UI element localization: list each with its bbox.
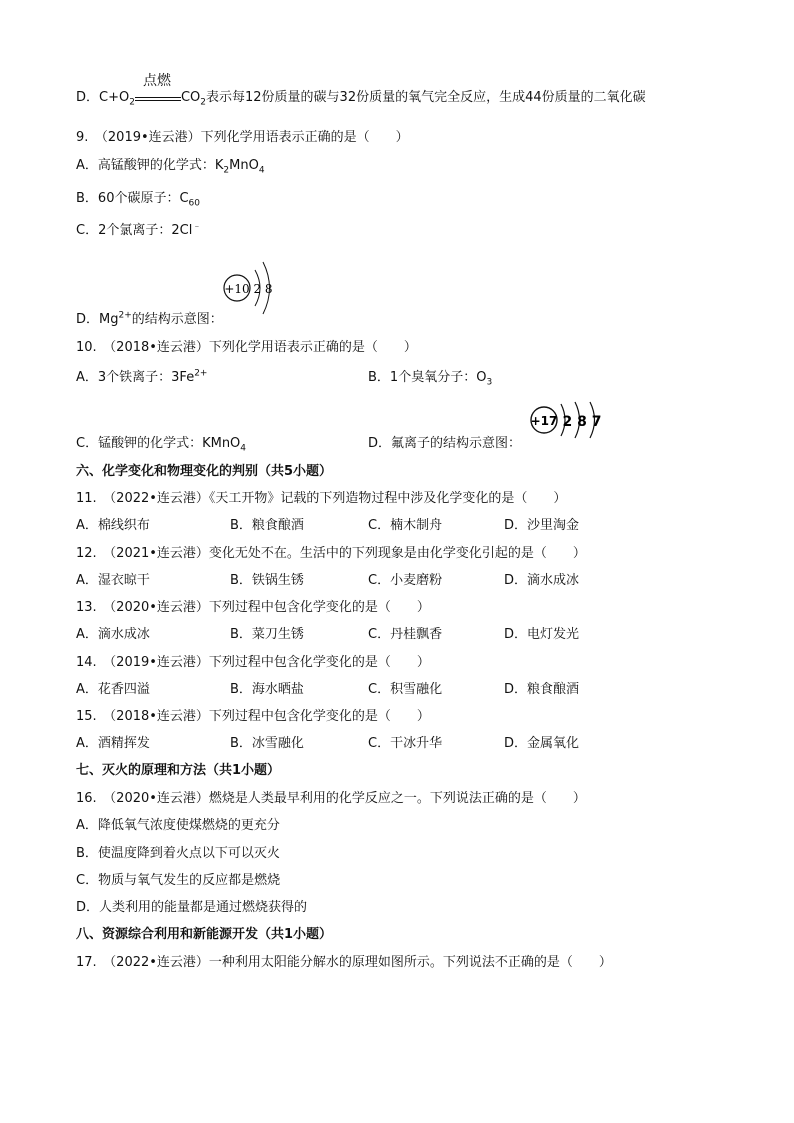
q10-stem: 10. （2018•连云港）下列化学用语表示正确的是（ ）: [76, 340, 417, 355]
q11-stem: 11. （2022•连云港）《天工开物》记载的下列造物过程中涉及化学变化的是（ ）: [76, 491, 567, 506]
q13-option-d: D．电灯发光: [504, 627, 580, 642]
q14-option-c: C．积雪融化: [368, 682, 443, 697]
q13-option-c: C．丹桂飘香: [368, 627, 443, 642]
q15-option-a: A．酒精挥发: [76, 736, 150, 751]
q15-option-d: D．金属氧化: [504, 736, 580, 751]
q9-option-a: A．高锰酸钾的化学式：$K_2MnO_4$: [76, 158, 265, 176]
q10-option-a: A．3个铁离子：$3Fe^{2+}$: [76, 368, 208, 385]
q16-stem: 16. （2020•连云港）燃烧是人类最早利用的化学反应之一。下列说法正确的是（ ）: [76, 791, 586, 806]
reaction-condition: 点燃: [135, 89, 181, 107]
q10-option-d: D．氟离子的结构示意图：: [368, 436, 522, 451]
q9-stem: 9. （2019•连云港）下列化学用语表示正确的是（ ）: [76, 130, 409, 145]
q11-option-a: A．棉线织布: [76, 518, 150, 533]
q9-option-c: C．2个氯离子：2Cl﹣: [76, 221, 202, 238]
q16-option-a: A．降低氧气浓度使煤燃烧的更充分: [76, 818, 280, 833]
q13-option-b: B．菜刀生锈: [230, 627, 304, 642]
q11-option-c: C．楠木制舟: [368, 518, 443, 533]
neon-atom-structure-diagram: [218, 258, 284, 320]
fluoride-ion-structure-diagram: [524, 398, 614, 442]
q12-stem: 12. （2021•连云港）变化无处不在。生活中的下列现象是由化学变化引起的是（ ）: [76, 546, 586, 561]
q11-option-d: D．沙里淘金: [504, 518, 580, 533]
q10-option-b: B．1个臭氧分子：$O_3$: [368, 370, 493, 388]
section-8-title: 八、资源综合利用和新能源开发（共1小题）: [76, 927, 333, 942]
q14-option-b: B．海水晒盐: [230, 682, 304, 697]
q13-stem: 13. （2020•连云港）下列过程中包含化学变化的是（ ）: [76, 600, 430, 615]
q16-option-d: D．人类利用的能量都是通过燃烧获得的: [76, 900, 308, 915]
q17-stem: 17. （2022•连云港）一种利用太阳能分解水的原理如图所示。下列说法不正确的是（ ）: [76, 955, 612, 970]
svg-text:2 8: 2 8: [253, 282, 273, 296]
svg-text:2 8 7: 2 8 7: [562, 414, 602, 430]
q15-option-c: C．干冰升华: [368, 736, 443, 751]
q13-option-a: A．滴水成冰: [76, 627, 150, 642]
q9-option-d: D．$Mg^{2+}$的结构示意图：: [76, 310, 223, 327]
q14-option-d: D．粮食酿酒: [504, 682, 580, 697]
section-6-title: 六、化学变化和物理变化的判别（共5小题）: [76, 464, 333, 479]
section-7-title: 七、灭火的原理和方法（共1小题）: [76, 763, 281, 778]
q12-option-b: B．铁锅生锈: [230, 573, 304, 588]
q16-option-c: C．物质与氧气发生的反应都是燃烧: [76, 873, 281, 888]
q11-option-b: B．粮食酿酒: [230, 518, 304, 533]
q8-option-d: D．$C+O_2$ 点燃 $CO_2$表示每12份质量的碳与32份质量的氧气完全反应，生成44份质量的二氧化碳: [76, 73, 646, 108]
q16-option-b: B．使温度降到着火点以下可以灭火: [76, 846, 280, 861]
q12-option-c: C．小麦磨粉: [368, 573, 443, 588]
q14-option-a: A．花香四溢: [76, 682, 150, 697]
q10-option-c: C．锰酸钾的化学式：KMnO$_4$: [76, 436, 247, 454]
svg-text:+17: +17: [530, 414, 558, 428]
q9-option-b: B．60个碳原子：$C_{60}$: [76, 191, 200, 209]
svg-text:+10: +10: [224, 282, 250, 296]
q15-option-b: B．冰雪融化: [230, 736, 304, 751]
q15-stem: 15. （2018•连云港）下列过程中包含化学变化的是（ ）: [76, 709, 430, 724]
q12-option-a: A．湿衣晾干: [76, 573, 150, 588]
q14-stem: 14. （2019•连云港）下列过程中包含化学变化的是（ ）: [76, 655, 430, 670]
q12-option-d: D．滴水成冰: [504, 573, 580, 588]
